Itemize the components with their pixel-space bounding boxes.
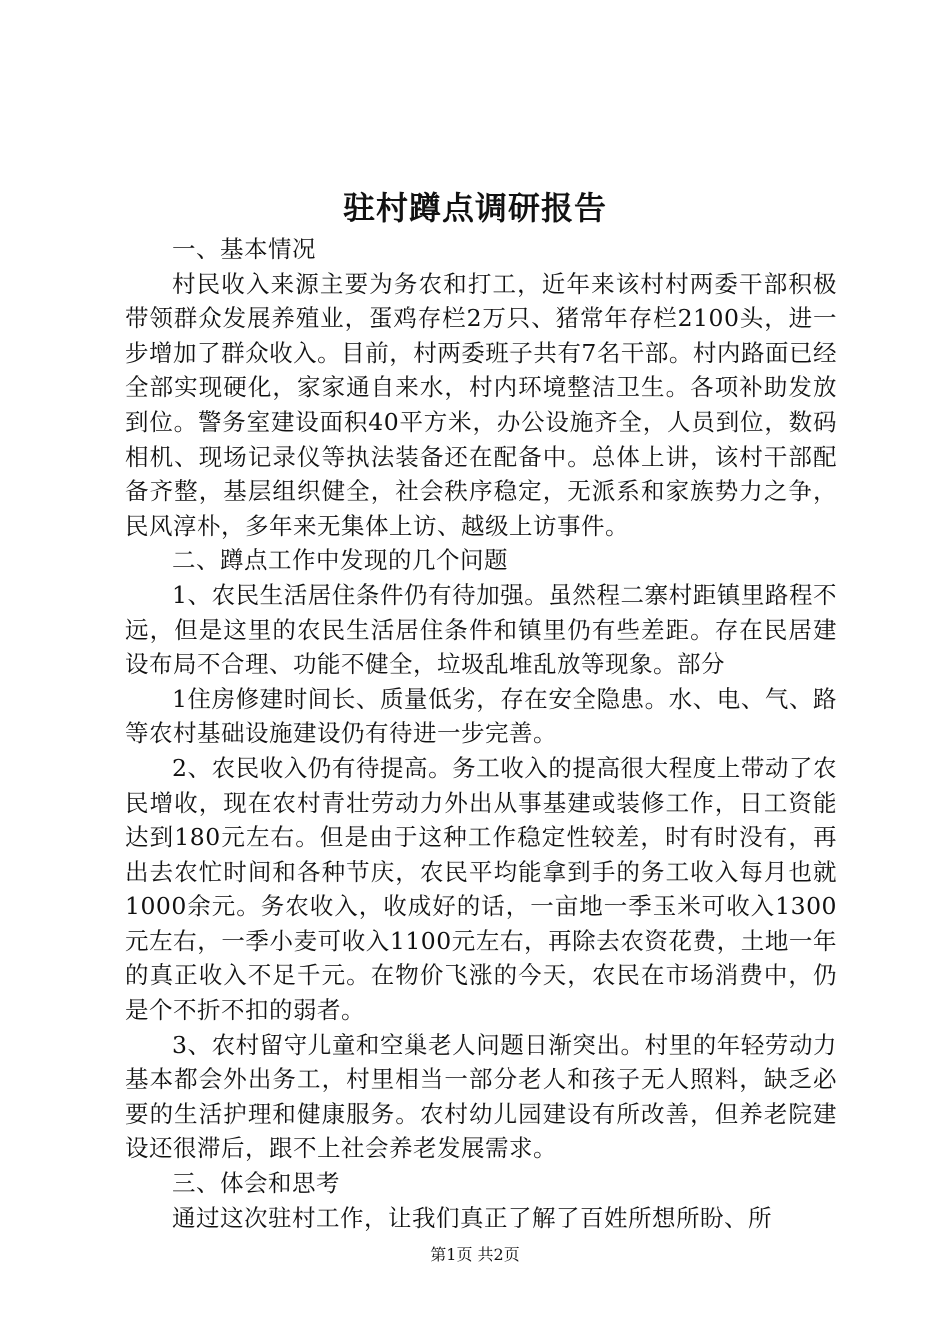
paragraph-problem-1-continued: 1住房修建时间长、质量低劣，存在安全隐患。水、电、气、路等农村基础设施建设仍有待进一步完善。 (125, 684, 837, 748)
paragraph-problem-3: 3、农村留守儿童和空巢老人问题日渐突出。村里的年轻劳动力基本都会外出务工，村里相当一部分老人和孩子无人照料，缺乏必要的生活护理和健康服务。农村幼儿园建设有所改善，但养老院建设还很滞后，跟不上社会养老发展需求。 (125, 1030, 837, 1163)
page-number-footer: 第1页 共2页 (430, 1245, 520, 1264)
paragraph-basic-situation: 村民收入来源主要为务农和打工，近年来该村村两委干部积极带领群众发展养殖业，蛋鸡存栏2万只、猪常年存栏2100头，进一步增加了群众收入。目前，村两委班子共有7名干部。村内路面已经全部实现硬化，家家通自来水，村内环境整洁卫生。各项补助发放到位。警务室建设面积40平方米，办公设施齐全，人员到位，数码相机、现场记录仪等执法装备还在配备中。总体上讲，该村干部配备齐整，基层组织健全，社会秩序稳定，无派系和家族势力之争，民风淳朴，多年来无集体上访、越级上访事件。 (125, 269, 837, 540)
document-title: 驻村蹲点调研报告 (342, 189, 607, 227)
paragraph-problem-1: 1、农民生活居住条件仍有待加强。虽然程二寨村距镇里路程不远，但是这里的农民生活居住条件和镇里仍有些差距。存在民居建设布局不合理、功能不健全，垃圾乱堆乱放等现象。部分 (125, 580, 837, 679)
document-body (125, 232, 837, 1235)
section-heading-basic-situation: 一、基本情况 (172, 235, 316, 263)
section-heading-reflections: 三、体会和思考 (172, 1169, 340, 1198)
paragraph-problem-2: 2、农民收入仍有待提高。务工收入的提高很大程度上带动了农民增收，现在农村青壮劳动力外出从事基建或装修工作，日工资能达到180元左右。但是由于这种工作稳定性较差，时有时没有，再出去农忙时间和各种节庆，农民平均能拿到手的务工收入每月也就1000余元。务农收入，收成好的话，一亩地一季玉米可收入1300元左右，一季小麦可收入1100元左右，再除去农资花费，土地一年的真正收入不足千元。在物价飞涨的今天，农民在市场消费中，仍是个不折不扣的弱者。 (125, 753, 837, 1025)
section-heading-problems: 二、蹲点工作中发现的几个问题 (172, 546, 508, 575)
paragraph-reflections: 通过这次驻村工作，让我们真正了解了百姓所想所盼、所 (172, 1203, 772, 1232)
